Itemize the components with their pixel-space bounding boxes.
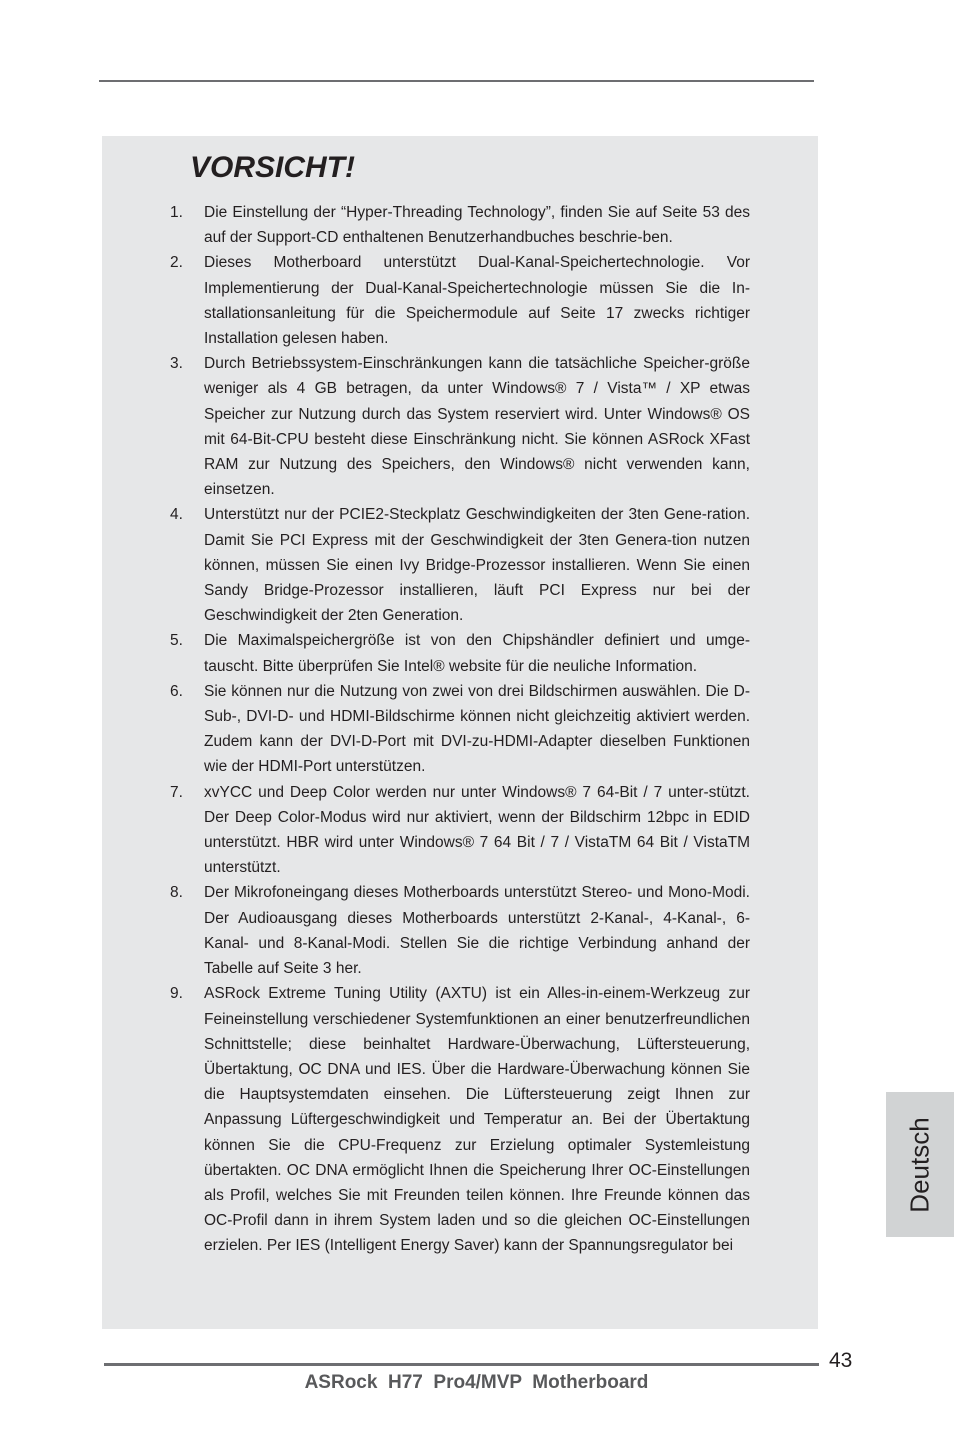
page-number: 43 bbox=[829, 1349, 853, 1372]
item-number: 9. bbox=[170, 985, 183, 1003]
item-text: ASRock Extreme Tuning Utility (AXTU) ist ein Alles-in-einem-Werkzeug zur Feineinstellung verschiedener Systemfunktionen an einer benutzerfreundlichen Schnittstelle; diese beinhaltet Hardware-Überwachung, Lüftersteuerung, Übertaktung, OC DNA und IES. Über die Hardware-Überwachung können Sie die Hauptsystemdaten einsehen. Die Lüftersteuerung zeigt Ihnen zur Anpassung Lüftergeschwindigkeit und Temperatur an. Bei der Übertaktung können Sie die CPU-Frequenz zur Erzielung optimaler Systemleistung übertakten. OC DNA ermöglicht Ihnen die Speicherung Ihrer OC-Einstellungen als Profil, welches Sie mit Freunden teilen können. Ihre Freunde können das OC-Profil dann in ihrem System laden und so die gleichen OC-Einstellungen erzielen. Per IES (Intelligent Energy Saver) kann der Spannungsregulator bei bbox=[204, 985, 750, 1255]
item-text: xvYCC und Deep Color werden nur unter Windows® 7 64-Bit / 7 unter-stützt. Der Deep Color-Modus wird nur aktiviert, wenn der Bildschirm 12bpc in EDID unterstützt. HBR wird unter Windows® 7 64 Bit / 7 / VistaTM 64 Bit / VistaTM unterstützt. bbox=[204, 783, 750, 877]
item-number: 8. bbox=[170, 884, 183, 902]
item-number: 6. bbox=[170, 682, 183, 700]
item-text: Der Mikrofoneingang dieses Motherboards unterstützt Stereo- und Mono-Modi. Der Audioausgang dieses Motherboards unterstützt 2-Kanal-, 4-Kanal-, 6-Kanal- und 8-Kanal-Modi. Stellen Sie die richtige Verbindung anhand der Tabelle auf Seite 3 her. bbox=[204, 884, 750, 978]
list-item bbox=[166, 351, 750, 502]
item-text: Die Maximalspeichergröße ist von den Chipshändler definiert und umge-tauscht. Bitte überprüfen Sie Intel® website für die neuliche Information. bbox=[204, 632, 750, 675]
item-text: Sie können nur die Nutzung von zwei von drei Bildschirmen auswählen. Die D-Sub-, DVI-D- und HDMI-Bildschirme können nicht gleichzeitig aktiviert werden. Zudem kann der DVI-D-Port mit DVI-zu-HDMI-Adapter dieselben Funktionen wie der HDMI-Port unterstützen. bbox=[204, 682, 750, 776]
top-rule bbox=[99, 80, 814, 82]
item-number: 4. bbox=[170, 506, 183, 524]
item-text: Unterstützt nur der PCIE2-Steckplatz Geschwindigkeiten der 3ten Gene-ration. Damit Sie PCI Express mit der Geschwindigkeit der 3ten Genera-tion nutzen können, müssen Sie einen Ivy Bridge-Prozessor installieren. Wenn Sie einen Sandy Bridge-Prozessor installieren, läuft PCI Express nur bei der Geschwindigkeit der 2ten Generation. bbox=[204, 506, 750, 625]
list-item bbox=[166, 780, 750, 881]
item-text: Durch Betriebssystem-Einschränkungen kann die tatsächliche Speicher-größe weniger als 4 GB betragen, da unter Windows® 7 / Vista™ / XP etwas Speicher zur Nutzung durch das System reserviert wird. Unter Windows® OS mit 64-Bit-CPU besteht diese Einschränkung nicht. Sie können ASRock XFast RAM zur Nutzung des Speichers, den Windows® nicht verwenden kann, einsetzen. bbox=[204, 355, 750, 499]
list-item bbox=[166, 200, 750, 250]
list-item bbox=[166, 250, 750, 351]
bottom-rule bbox=[104, 1363, 819, 1366]
item-text: Dieses Motherboard unterstützt Dual-Kanal-Speichertechnologie. Vor Implementierung der Dual-Kanal-Speichertechnologie müssen Sie die In-stallationsanleitung für die Speichermodule auf Seite 17 zwecks richtiger Installation gelesen haben. bbox=[204, 254, 750, 348]
item-text: Die Einstellung der “Hyper-Threading Technology”, finden Sie auf Seite 53 des auf der Support-CD enthaltenen Benutzerhandbuches beschrie-ben. bbox=[204, 204, 750, 247]
footer-title: ASRock H77 Pro4/MVP Motherboard bbox=[304, 1372, 649, 1393]
item-number: 3. bbox=[170, 355, 183, 373]
caution-list bbox=[166, 200, 750, 1259]
list-item bbox=[166, 981, 750, 1258]
list-item bbox=[166, 880, 750, 981]
language-tab bbox=[886, 1092, 954, 1237]
language-tab-label: Deutsch bbox=[904, 1116, 935, 1213]
list-item bbox=[166, 628, 750, 678]
item-number: 1. bbox=[170, 204, 183, 221]
caution-heading: VORSICHT! bbox=[190, 151, 355, 184]
item-number: 5. bbox=[170, 632, 183, 650]
list-item bbox=[166, 679, 750, 780]
item-number: 2. bbox=[170, 254, 183, 272]
item-number: 7. bbox=[170, 783, 183, 801]
list-item bbox=[166, 502, 750, 628]
